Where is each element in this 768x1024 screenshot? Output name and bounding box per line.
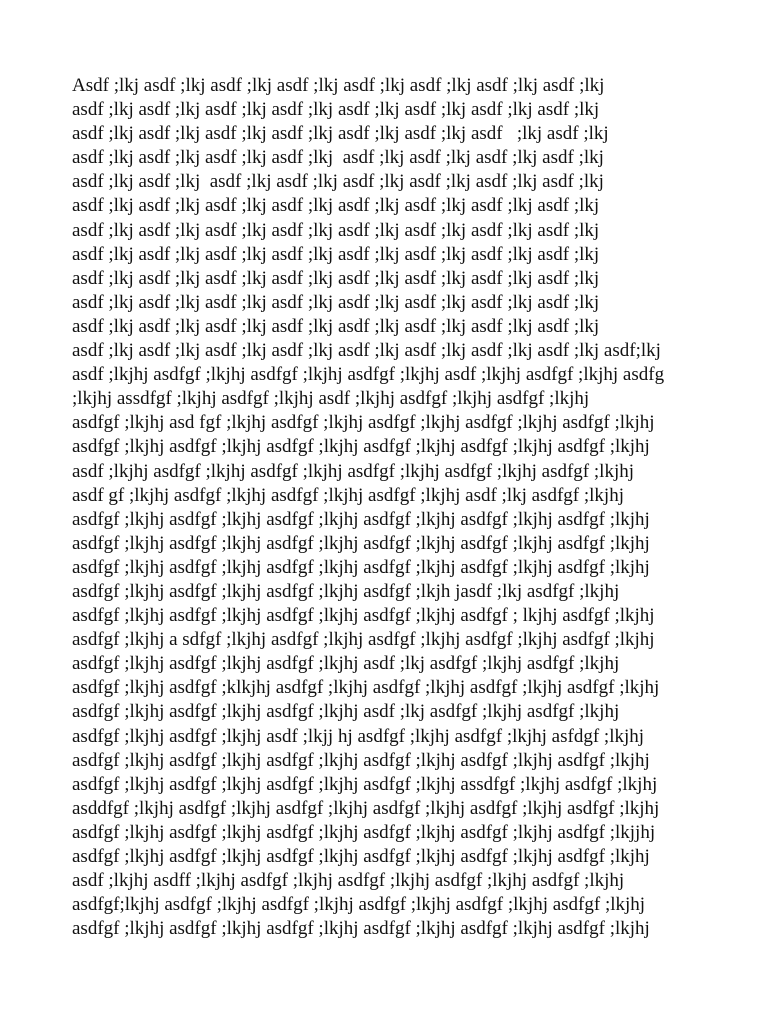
text-line: asdf ;lkj asdf ;lkj asdf ;lkj asdf ;lkj asdf ;lkj asdf ;lkj asdf ;lkj asdf ;lkj bbox=[72, 219, 600, 241]
text-line: ;lkjhj assdfgf ;lkjhj asdfgf ;lkjhj asdf ;lkjhj asdfgf ;lkjhj asdfgf ;lkjhj bbox=[72, 388, 590, 410]
text-line: asdfgf ;lkjhj a sdfgf ;lkjhj asdfgf ;lkjhj asdfgf ;lkjhj asdfgf ;lkjhj asdfgf ;lkjhj bbox=[72, 629, 655, 651]
text-line: asdf ;lkj asdf ;lkj asdf ;lkj asdf ;lkj asdf ;lkj asdf ;lkj asdf ;lkj asdf ;lkj bbox=[72, 243, 600, 265]
text-line: asdf ;lkj asdf ;lkj asdf ;lkj asdf ;lkj asdf ;lkj asdf ;lkj asdf ;lkj asdf ;lkj bbox=[72, 123, 609, 145]
text-line: asdfgf ;lkjhj asdfgf ;lkjhj asdfgf ;lkjhj asdfgf ;lkjhj asdfgf ; lkjhj asdfgf ;lkjhj bbox=[72, 605, 655, 627]
text-line: asdfgf ;lkjhj asdfgf ;lkjhj asdfgf ;lkjhj asdfgf ;lkjhj asdfgf ;lkjhj asdfgf ;lkjhj bbox=[72, 749, 650, 771]
text-line: Asdf ;lkj asdf ;lkj asdf ;lkj asdf ;lkj asdf ;lkj asdf ;lkj asdf ;lkj asdf ;lkj bbox=[72, 75, 605, 96]
text-line: asdfgf ;lkjhj asdfgf ;lkjhj asdfgf ;lkjhj asdf ;lkj asdfgf ;lkjhj asdfgf ;lkjhj bbox=[72, 653, 620, 675]
text-line: asdf ;lkj asdf ;lkj asdf ;lkj asdf ;lkj asdf ;lkj asdf ;lkj asdf ;lkj asdf ;lkj bbox=[72, 99, 600, 121]
text-line: asdf ;lkjhj asdfgf ;lkjhj asdfgf ;lkjhj asdfgf ;lkjhj asdf ;lkjhj asdfgf ;lkjhj asdfg bbox=[72, 364, 665, 386]
text-line: asdfgf ;lkjhj asdfgf ;lkjhj asdfgf ;lkjhj asdfgf ;lkjh jasdf ;lkj asdfgf ;lkjhj bbox=[72, 580, 620, 602]
text-line: asdf ;lkj asdf ;lkj asdf ;lkj asdf ;lkj asdf ;lkj asdf ;lkj asdf ;lkj asdf ;lkj bbox=[72, 147, 604, 169]
text-line: asdfgf ;lkjhj asdfgf ;lkjhj asdfgf ;lkjhj asdfgf ;lkjhj asdfgf ;lkjhj asdfgf ;lkjjhj bbox=[72, 821, 656, 843]
text-line: asdfgf ;lkjhj asdfgf ;lkjhj asdfgf ;lkjhj asdf ;lkj asdfgf ;lkjhj asdfgf ;lkjhj bbox=[72, 701, 620, 723]
text-line: asdf ;lkj asdf ;lkj asdf ;lkj asdf ;lkj asdf ;lkj asdf ;lkj asdf ;lkj asdf ;lkj bbox=[72, 195, 600, 217]
text-line: asdfgf ;lkjhj asdfgf ;lkjhj asdfgf ;lkjhj asdfgf ;lkjhj assdfgf ;lkjhj asdfgf ;lkjhj bbox=[72, 773, 658, 795]
text-line: asdf ;lkj asdf ;lkj asdf ;lkj asdf ;lkj asdf ;lkj asdf ;lkj asdf ;lkj asdf ;lkj bbox=[72, 315, 600, 337]
text-line: asdfgf ;lkjhj asdfgf ;klkjhj asdfgf ;lkjhj asdfgf ;lkjhj asdfgf ;lkjhj asdfgf ;lkjhj bbox=[72, 677, 660, 699]
text-line: asdfgf;lkjhj asdfgf ;lkjhj asdfgf ;lkjhj asdfgf ;lkjhj asdfgf ;lkjhj asdfgf ;lkjhj bbox=[72, 894, 646, 916]
text-line: asdfgf ;lkjhj asdfgf ;lkjhj asdfgf ;lkjhj asdfgf ;lkjhj asdfgf ;lkjhj asdfgf ;lkjhj bbox=[72, 556, 650, 578]
text-line: asdf ;lkj asdf ;lkj asdf ;lkj asdf ;lkj asdf ;lkj asdf ;lkj asdf ;lkj asdf ;lkj bbox=[72, 291, 600, 313]
text-line: asdf ;lkj asdf ;lkj asdf ;lkj asdf ;lkj asdf ;lkj asdf ;lkj asdf ;lkj asdf ;lkj asdf;lkj bbox=[72, 340, 661, 362]
text-line: asdfgf ;lkjhj asdfgf ;lkjhj asdfgf ;lkjhj asdfgf ;lkjhj asdfgf ;lkjhj asdfgf ;lkjhj bbox=[72, 918, 650, 940]
text-line: asdf ;lkj asdf ;lkj asdf ;lkj asdf ;lkj asdf ;lkj asdf ;lkj asdf ;lkj asdf ;lkj bbox=[72, 171, 604, 193]
text-line: asdfgf ;lkjhj asdfgf ;lkjhj asdfgf ;lkjhj asdfgf ;lkjhj asdfgf ;lkjhj asdfgf ;lkjhj bbox=[72, 508, 650, 530]
text-line: asdf ;lkjhj asdff ;lkjhj asdfgf ;lkjhj asdfgf ;lkjhj asdfgf ;lkjhj asdfgf ;lkjhj bbox=[72, 870, 625, 892]
text-line: asddfgf ;lkjhj asdfgf ;lkjhj asdfgf ;lkjhj asdfgf ;lkjhj asdfgf ;lkjhj asdfgf ;lkjhj bbox=[72, 797, 660, 819]
text-line: asdfgf ;lkjhj asd fgf ;lkjhj asdfgf ;lkjhj asdfgf ;lkjhj asdfgf ;lkjhj asdfgf ;lkjhj bbox=[72, 412, 655, 434]
text-line: asdfgf ;lkjhj asdfgf ;lkjhj asdfgf ;lkjhj asdfgf ;lkjhj asdfgf ;lkjhj asdfgf ;lkjhj bbox=[72, 436, 650, 458]
text-line: asdf gf ;lkjhj asdfgf ;lkjhj asdfgf ;lkjhj asdfgf ;lkjhj asdf ;lkj asdfgf ;lkjhj bbox=[72, 484, 624, 506]
text-line: asdfgf ;lkjhj asdfgf ;lkjhj asdf ;lkjj hj asdfgf ;lkjhj asdfgf ;lkjhj asfdgf ;lkjhj bbox=[72, 725, 645, 747]
text-line: asdf ;lkjhj asdfgf ;lkjhj asdfgf ;lkjhj asdfgf ;lkjhj asdfgf ;lkjhj asdfgf ;lkjhj bbox=[72, 460, 635, 482]
body-text bbox=[72, 74, 712, 941]
text-line: asdf ;lkj asdf ;lkj asdf ;lkj asdf ;lkj asdf ;lkj asdf ;lkj asdf ;lkj asdf ;lkj bbox=[72, 267, 600, 289]
text-line: asdfgf ;lkjhj asdfgf ;lkjhj asdfgf ;lkjhj asdfgf ;lkjhj asdfgf ;lkjhj asdfgf ;lkjhj bbox=[72, 532, 650, 554]
text-line: asdfgf ;lkjhj asdfgf ;lkjhj asdfgf ;lkjhj asdfgf ;lkjhj asdfgf ;lkjhj asdfgf ;lkjhj bbox=[72, 846, 650, 867]
